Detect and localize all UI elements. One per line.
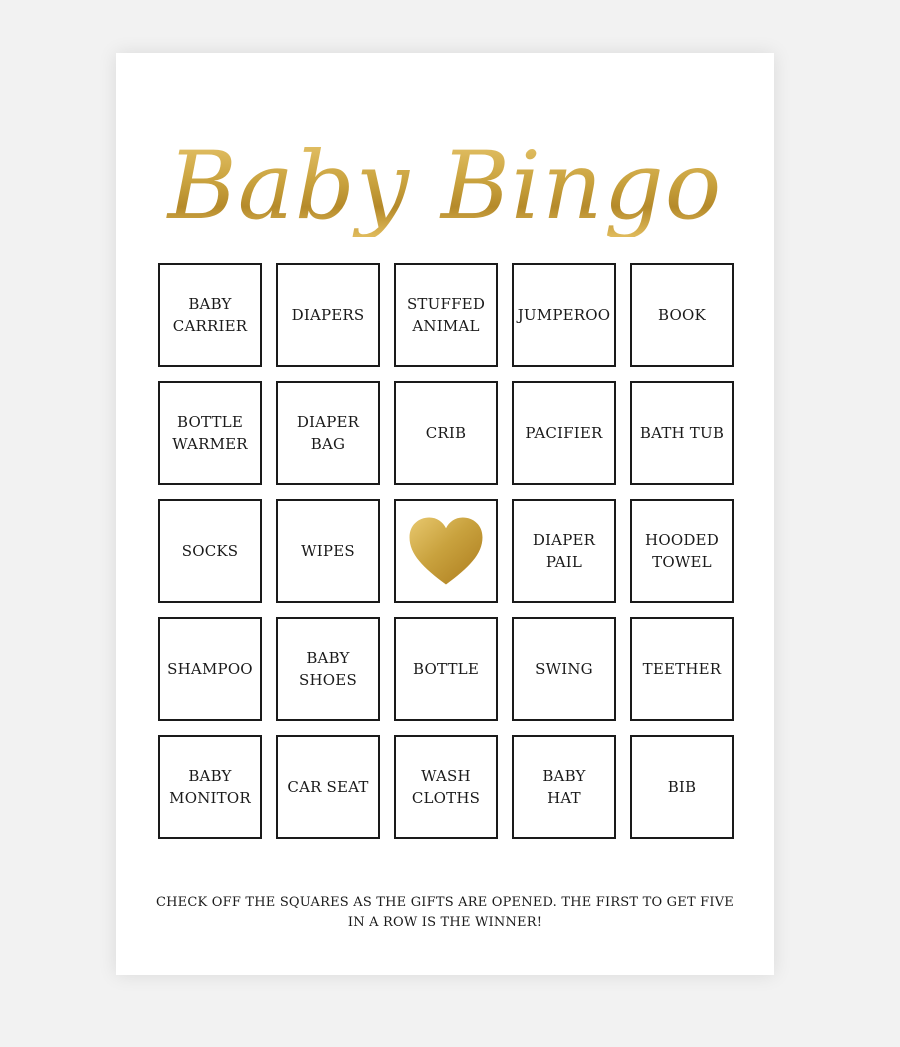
bingo-cell[interactable]: BIB (630, 735, 734, 839)
bingo-cell[interactable]: BABY CARRIER (158, 263, 262, 367)
bingo-cell[interactable]: BATH TUB (630, 381, 734, 485)
bingo-cell[interactable]: SOCKS (158, 499, 262, 603)
bingo-cell[interactable]: CAR SEAT (276, 735, 380, 839)
bingo-cell[interactable]: DIAPER BAG (276, 381, 380, 485)
bingo-cell[interactable]: PACIFIER (512, 381, 616, 485)
bingo-cell[interactable]: TEETHER (630, 617, 734, 721)
bingo-cell[interactable]: BABY SHOES (276, 617, 380, 721)
bingo-cell[interactable]: DIAPER PAIL (512, 499, 616, 603)
page-title: Baby Bingo (116, 137, 774, 237)
bingo-cell[interactable]: WIPES (276, 499, 380, 603)
bingo-cell[interactable]: SWING (512, 617, 616, 721)
bingo-grid (158, 263, 734, 839)
bingo-cell[interactable]: STUFFED ANIMAL (394, 263, 498, 367)
bingo-cell[interactable]: DIAPERS (276, 263, 380, 367)
bingo-cell[interactable]: BOTTLE WARMER (158, 381, 262, 485)
heart-icon (408, 516, 484, 586)
bingo-card (116, 53, 774, 975)
bingo-cell[interactable]: SHAMPOO (158, 617, 262, 721)
bingo-cell[interactable]: BABY HAT (512, 735, 616, 839)
bingo-cell[interactable]: BOTTLE (394, 617, 498, 721)
bingo-cell[interactable]: WASH CLOTHS (394, 735, 498, 839)
bingo-cell[interactable]: BOOK (630, 263, 734, 367)
instructions-text: CHECK OFF THE SQUARES AS THE GIFTS ARE OPENED. THE FIRST TO GET FIVE IN A ROW IS THE WINNER! (156, 895, 734, 930)
bingo-cell[interactable]: JUMPEROO (512, 263, 616, 367)
bingo-cell[interactable]: CRIB (394, 381, 498, 485)
bingo-cell[interactable]: BABY MONITOR (158, 735, 262, 839)
bingo-cell[interactable]: HOODED TOWEL (630, 499, 734, 603)
free-space-cell[interactable] (394, 499, 498, 603)
